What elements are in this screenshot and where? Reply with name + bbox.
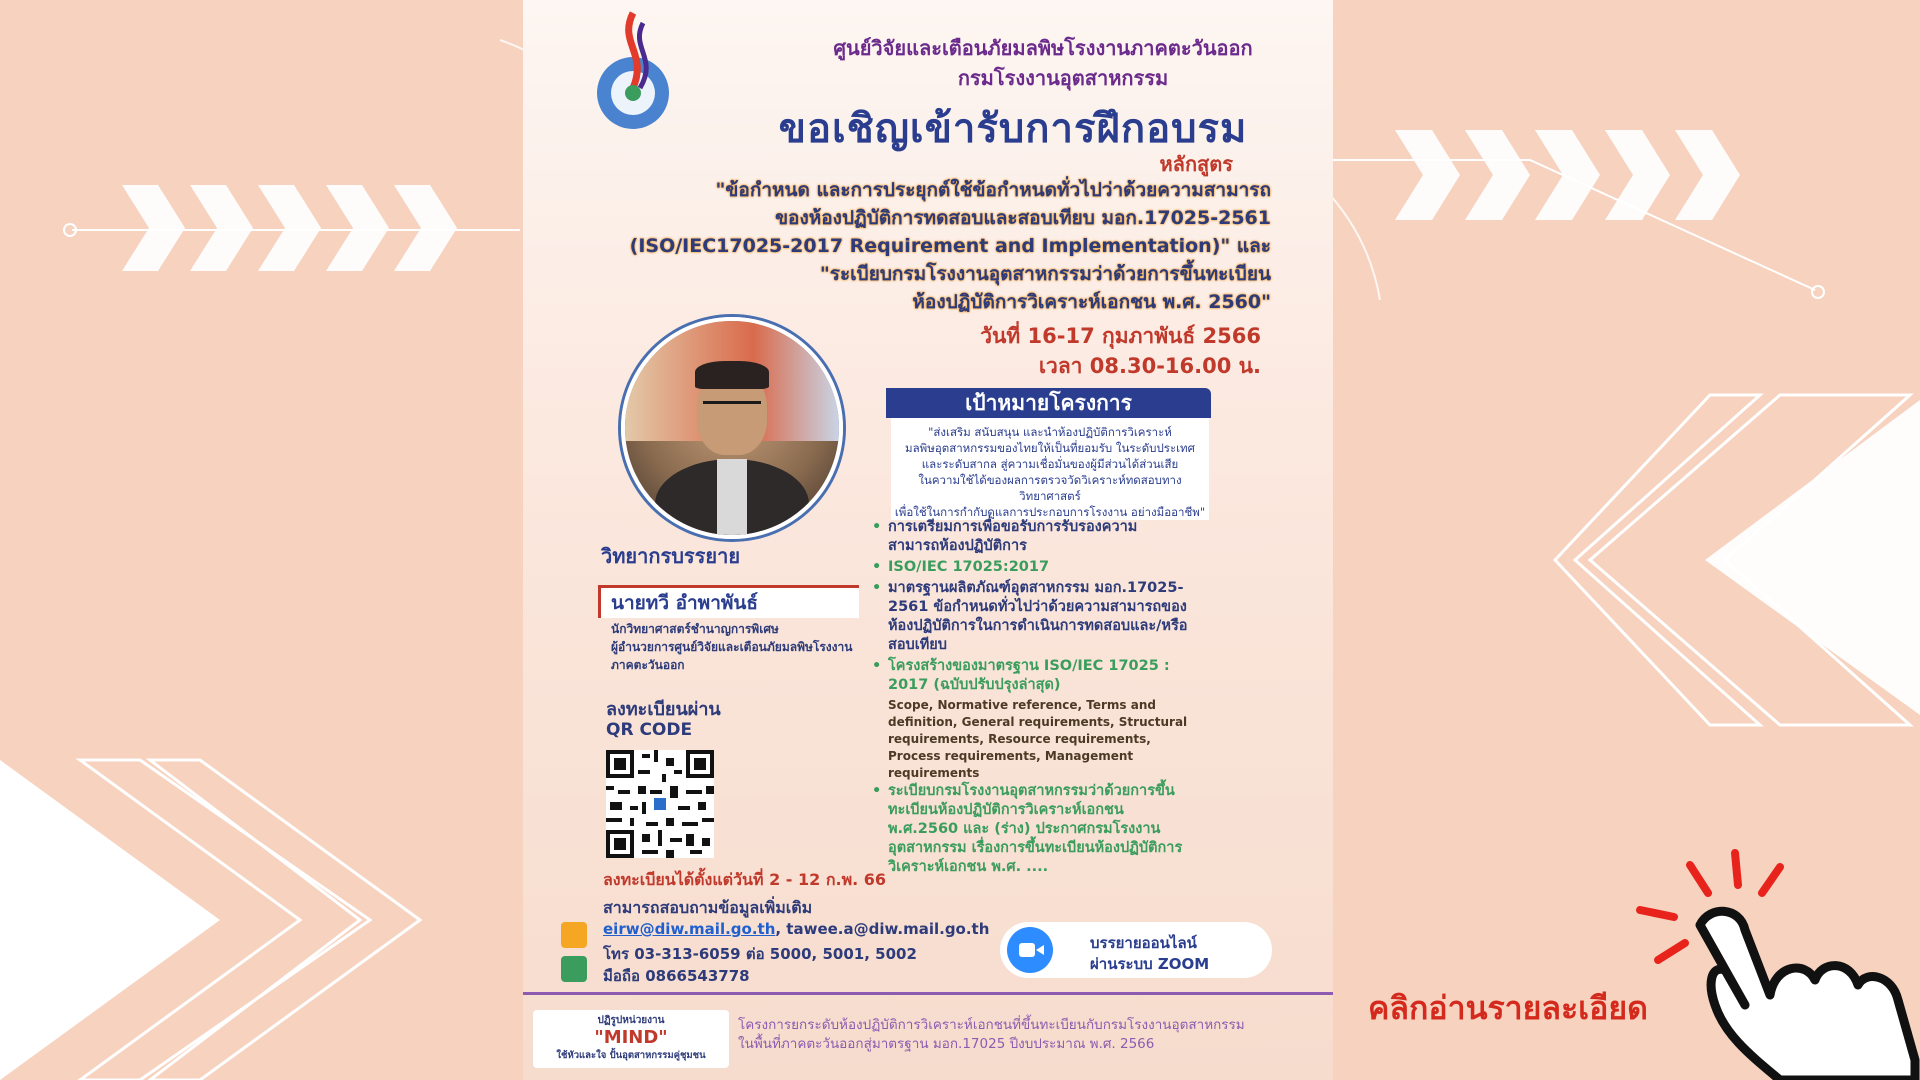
footer-divider <box>523 992 1333 995</box>
registration-qr-code[interactable] <box>606 750 714 858</box>
topic-item: • การเตรียมการเพื่อขอรับการรับรองความสามารถห้องปฏิบัติการ <box>868 518 1188 556</box>
organization-line-2: กรมโรงงานอุตสาหกรรม <box>957 66 1169 90</box>
mind-line-3: ใช้หัวและใจ ปั้นอุตสาหกรรมคู่ชุมชน <box>556 1050 706 1061</box>
mind-line-1: ปฏิรูปหน่วยงาน <box>597 1015 665 1026</box>
goal-title: เป้าหมายโครงการ <box>886 388 1211 418</box>
contact-phone: โทร 03-313-6059 ต่อ 5000, 5001, 5002 <box>603 945 917 963</box>
footer-line: ในพื้นที่ภาคตะวันออกสู่มาตรฐาน มอก.17025 ปีงบประมาณ พ.ศ. 2566 <box>738 1036 1155 1052</box>
course-label: หลักสูตร <box>1159 152 1233 176</box>
phone-icon <box>561 956 587 982</box>
diw-logo-icon <box>588 8 683 133</box>
topic-item: • โครงสร้างของมาตรฐาน ISO/IEC 17025 : 2017 (ฉบับปรับปรุงล่าสุด) <box>868 657 1188 695</box>
email-secondary: , tawee.a@diw.mail.go.th <box>775 920 990 938</box>
topic-list <box>868 518 1188 879</box>
goal-line: และระดับสากล สู่ความเชื่อมั่นของผู้มีส่วนได้ส่วนเสีย <box>921 457 1179 471</box>
course-title-line: ของห้องปฏิบัติการทดสอบและสอบเทียบ มอก.17025-2561 <box>775 207 1271 229</box>
goal-line: ในความใช้ได้ของผลการตรวจวัดวิเคราะห์ทดสอบทางวิทยาศาสตร์ <box>918 473 1182 503</box>
topic-item: • ระเบียบกรมโรงงานอุตสาหกรรมว่าด้วยการขึ้นทะเบียนห้องปฏิบัติการวิเคราะห์เอกชน พ.ศ.2560 และ (ร่าง) ประกาศกรมโรงงานอุตสาหกรรม เรื่องการขึ้นทะเบียนห้องปฏิบัติการวิเคราะห์เอกชน พ.ศ. .... <box>868 782 1188 877</box>
mind-badge <box>533 1010 729 1068</box>
registration-heading: ลงทะเบียนผ่าน <box>606 699 721 720</box>
speaker-position: ภาคตะวันออก <box>611 658 685 672</box>
contact-mobile: มือถือ 0866543778 <box>603 967 750 985</box>
contact-email-line <box>603 920 989 938</box>
zoom-icon <box>1007 927 1053 973</box>
course-title-line: ห้องปฏิบัติการวิเคราะห์เอกชน พ.ศ. 2560" <box>912 291 1271 313</box>
topic-item: • มาตรฐานผลิตภัณฑ์อุตสาหกรรม มอก.17025-2561 ข้อกำหนดทั่วไปว่าด้วยความสามารถของห้องปฏิบัติการในการดำเนินการทดสอบและ/หรือสอบเทียบ <box>868 579 1188 655</box>
speaker-photo <box>621 317 843 539</box>
footer-line: โครงการยกระดับห้องปฏิบัติการวิเคราะห์เอกชนที่ขึ้นทะเบียนกับกรมโรงงานอุตสาหกรรม <box>738 1017 1245 1033</box>
organization-line-1: ศูนย์วิจัยและเตือนภัยมลพิษโรงงานภาคตะวันออก <box>833 36 1253 60</box>
contact-heading: สามารถสอบถามข้อมูลเพิ่มเติม <box>603 898 813 917</box>
goal-line: เพื่อใช้ในการกำกับดูแลการประกอบการโรงงาน อย่างมืออาชีพ" <box>894 505 1206 519</box>
mind-line-2: "MIND" <box>594 1027 668 1048</box>
speaker-name: นายทวี อำพาพันธ์ <box>598 585 859 618</box>
speaker-position: ผู้อำนวยการศูนย์วิจัยและเตือนภัยมลพิษโรงงาน <box>611 640 853 654</box>
course-title-line: "ข้อกำหนด และการประยุกต์ใช้ข้อกำหนดทั่วไปว่าด้วยความสามารถ <box>715 179 1271 201</box>
course-title-line: (ISO/IEC17025-2017 Requirement and Implementation)" และ <box>629 235 1271 257</box>
registration-period: ลงทะเบียนได้ตั้งแต่วันที่ 2 - 12 ก.พ. 66 <box>603 870 887 889</box>
zoom-label-line-2: ผ่านระบบ ZOOM <box>1090 955 1210 973</box>
training-poster[interactable] <box>523 0 1333 1080</box>
course-title-line: "ระเบียบกรมโรงงานอุตสาหกรรมว่าด้วยการขึ้นทะเบียน <box>819 263 1271 285</box>
hand-pointer-icon[interactable] <box>1630 845 1920 1080</box>
goal-line: มลพิษอุตสาหกรรมของไทยให้เป็นที่ยอมรับ ในระดับประเทศ <box>905 441 1195 455</box>
read-details-link[interactable]: คลิกอ่านรายละเอียด <box>1368 989 1648 1027</box>
topic-subitems: Scope, Normative reference, Terms and definition, General requirements, Structural requirements, Resource requirements, Process requirements, Management requirements <box>888 698 1188 780</box>
goal-line: "ส่งเสริม สนับสนุน และนำห้องปฏิบัติการวิเคราะห์ <box>928 425 1172 439</box>
training-date: วันที่ 16-17 กุมภาพันธ์ 2566 <box>980 324 1261 348</box>
qr-code-label: QR CODE <box>606 720 693 740</box>
footer-text <box>738 1016 1245 1054</box>
zoom-online-badge <box>1000 922 1272 978</box>
topic-item: • ISO/IEC 17025:2017 <box>868 558 1188 577</box>
invitation-heading: ขอเชิญเข้ารับการฝึกอบรม <box>778 106 1248 152</box>
goal-text <box>891 418 1209 520</box>
zoom-label-line-1: บรรยายออนไลน์ <box>1090 934 1197 952</box>
training-time: เวลา 08.30-16.00 น. <box>1038 354 1261 378</box>
email-icon <box>561 922 587 948</box>
speaker-position: นักวิทยาศาสตร์ชำนาญการพิเศษ <box>611 622 779 636</box>
email-link[interactable]: eirw@diw.mail.go.th <box>603 920 776 938</box>
speaker-heading: วิทยากรบรรยาย <box>601 544 741 568</box>
